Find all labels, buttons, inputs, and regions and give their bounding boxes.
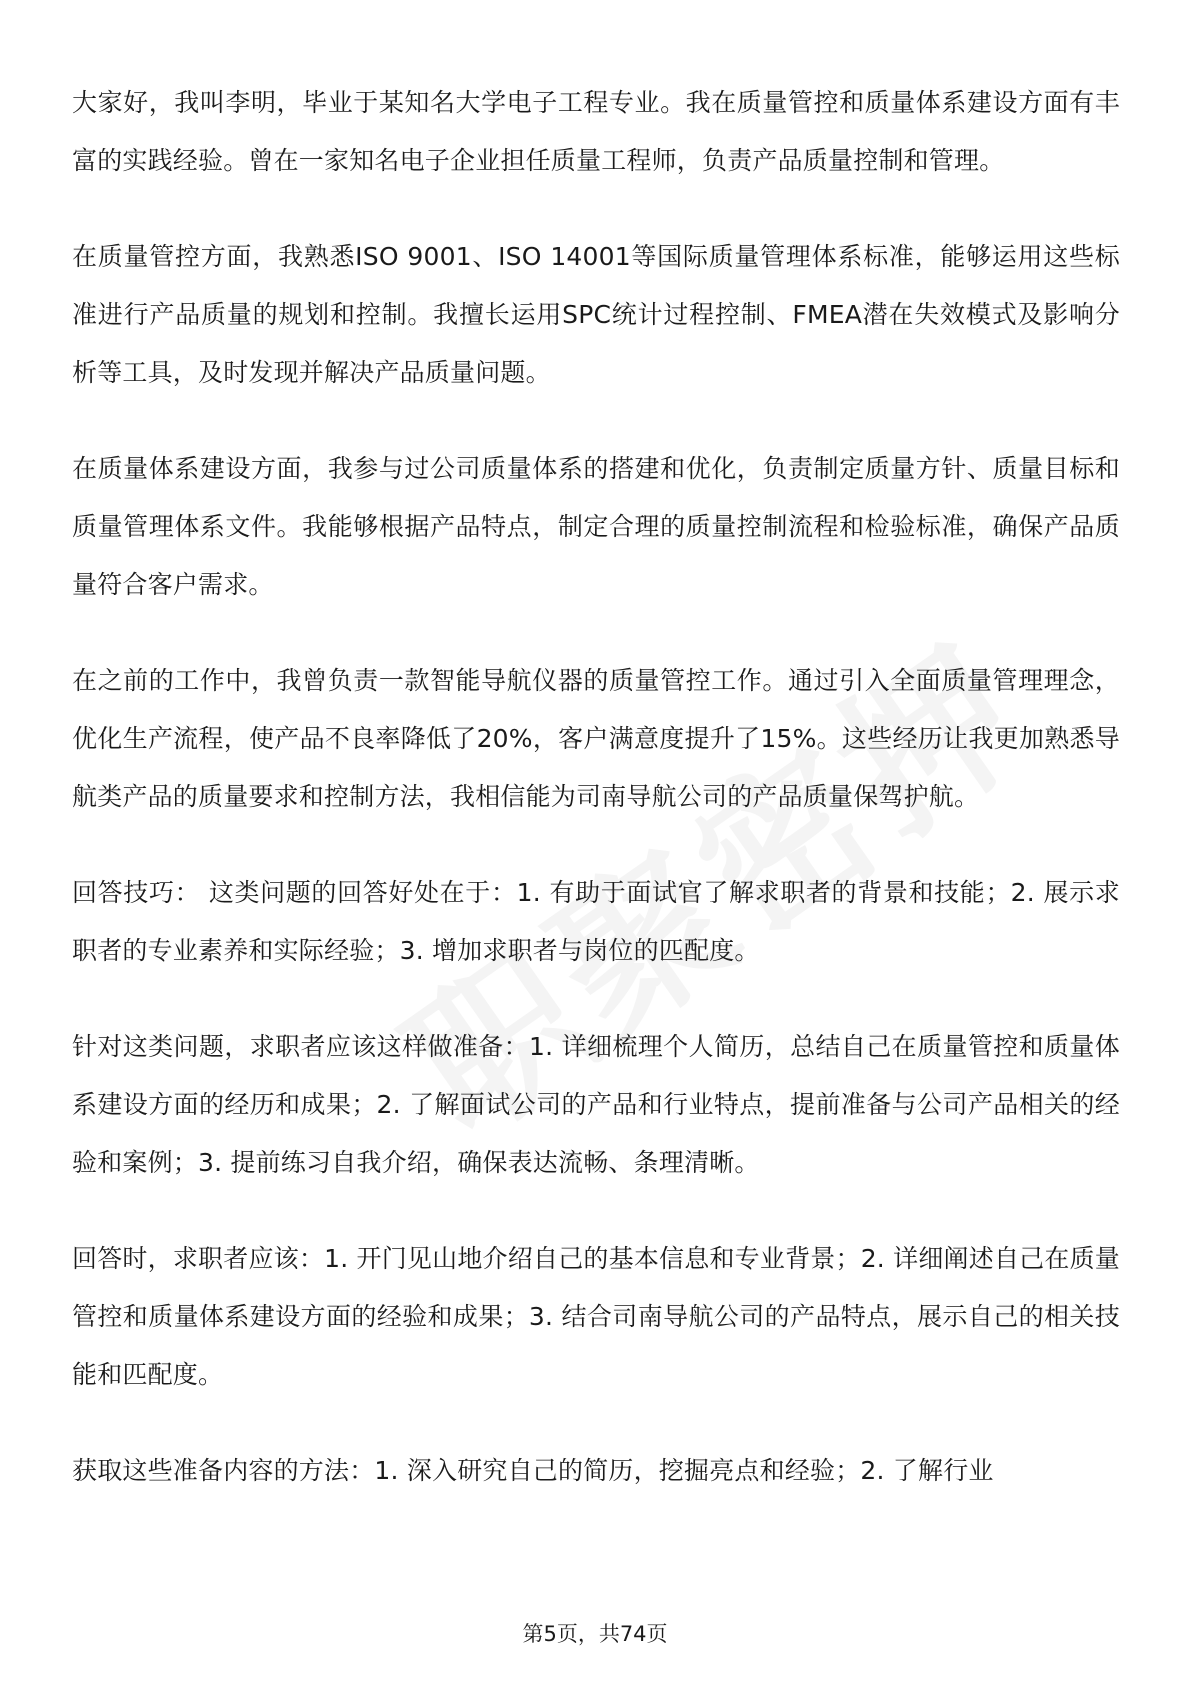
paragraph-answer-tips: 回答技巧： 这类问题的回答好处在于：1. 有助于面试官了解求职者的背景和技能；2. 展示求职者的专业素养和实际经验；3. 增加求职者与岗位的匹配度。 xyxy=(72,878,1120,965)
document-body xyxy=(72,74,1120,1538)
paragraph-previous-work: 在之前的工作中，我曾负责一款智能导航仪器的质量管控工作。通过引入全面质量管理理念，优化生产流程，使产品不良率降低了20%，客户满意度提升了15%。这些经历让我更加熟悉导航类产品的质量要求和控制方法，我相信能为司南导航公司的产品质量保驾护航。 xyxy=(72,666,1120,811)
paragraph-quality-control: 在质量管控方面，我熟悉ISO 9001、ISO 14001等国际质量管理体系标准，能够运用这些标准进行产品质量的规划和控制。我擅长运用SPC统计过程控制、FMEA潜在失效模式及影响分析等工具，及时发现并解决产品质量问题。 xyxy=(72,242,1120,387)
paragraph-self-introduction: 大家好，我叫李明，毕业于某知名大学电子工程专业。我在质量管控和质量体系建设方面有丰富的实践经验。曾在一家知名电子企业担任质量工程师，负责产品质量控制和管理。 xyxy=(72,88,1120,175)
paragraph-answering: 回答时，求职者应该：1. 开门见山地介绍自己的基本信息和专业背景；2. 详细阐述自己在质量管控和质量体系建设方面的经验和成果；3. 结合司南导航公司的产品特点，展示自己的相关技能和匹配度。 xyxy=(72,1244,1120,1389)
page-number: 第5页，共74页 xyxy=(522,1622,668,1646)
paragraph-preparation: 针对这类问题，求职者应该这样做准备：1. 详细梳理个人简历，总结自己在质量管控和质量体系建设方面的经历和成果；2. 了解面试公司的产品和行业特点，提前准备与公司产品相关的经验和案例；3. 提前练习自我介绍，确保表达流畅、条理清晰。 xyxy=(72,1032,1120,1177)
paragraph-quality-system: 在质量体系建设方面，我参与过公司质量体系的搭建和优化，负责制定质量方针、质量目标和质量管理体系文件。我能够根据产品特点，制定合理的质量控制流程和检验标准，确保产品质量符合客户需求。 xyxy=(72,454,1120,599)
paragraph-methods: 获取这些准备内容的方法：1. 深入研究自己的简历，挖掘亮点和经验；2. 了解行业 xyxy=(72,1456,994,1485)
